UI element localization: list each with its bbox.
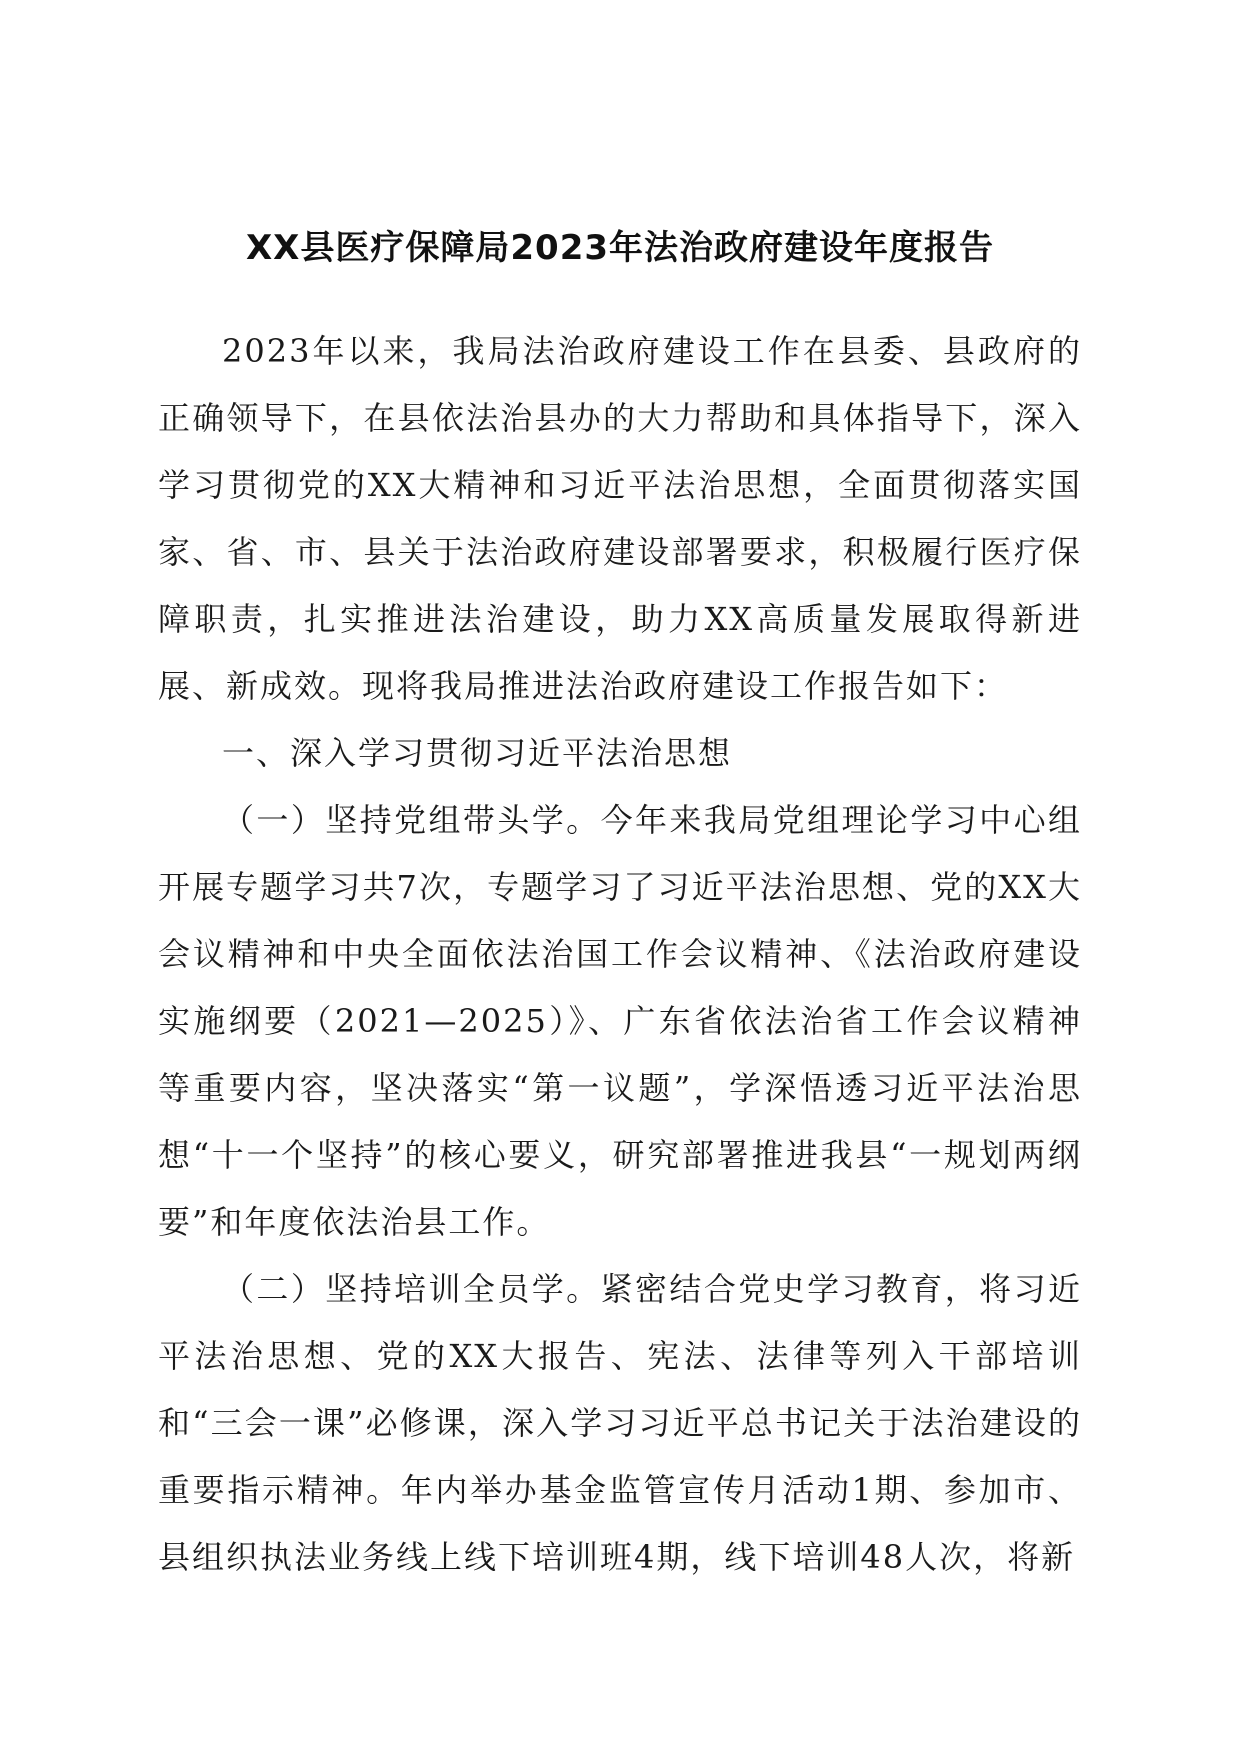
- document-body: [158, 318, 1082, 1591]
- paragraph-intro: 2023年以来，我局法治政府建设工作在县委、县政府的正确领导下，在县依法治县办的大力帮助和具体指导下，深入学习贯彻党的XX大精神和习近平法治思想，全面贯彻落实国家、省、市、县关于法治政府建设部署要求，积极履行医疗保障职责，扎实推进法治建设，助力XX高质量发展取得新进展、新成效。现将我局推进法治政府建设工作报告如下：: [158, 332, 1082, 705]
- paragraph-1-2: （二）坚持培训全员学。紧密结合党史学习教育，将习近平法治思想、党的XX大报告、宪法、法律等列入干部培训和“三会一课”必修课，深入学习习近平总书记关于法治建设的重要指示精神。年内举办基金监管宣传月活动1期、参加市、县组织执法业务线上线下培训班4期，线下培训48人次，将新: [158, 1270, 1082, 1576]
- document-title: XX县医疗保障局2023年法治政府建设年度报告: [245, 228, 995, 268]
- section-heading-1: 一、深入学习贯彻习近平法治思想: [222, 734, 733, 772]
- paragraph-1-1: （一）坚持党组带头学。今年来我局党组理论学习中心组开展专题学习共7次，专题学习了习近平法治思想、党的XX大会议精神和中央全面依法治国工作会议精神、《法治政府建设实施纲要（2021—2025）》、广东省依法治省工作会议精神等重要内容，坚决落实“第一议题”，学深悟透习近平法治思想“十一个坚持”的核心要义，研究部署推进我县“一规划两纲要”和年度依法治县工作。: [158, 801, 1082, 1241]
